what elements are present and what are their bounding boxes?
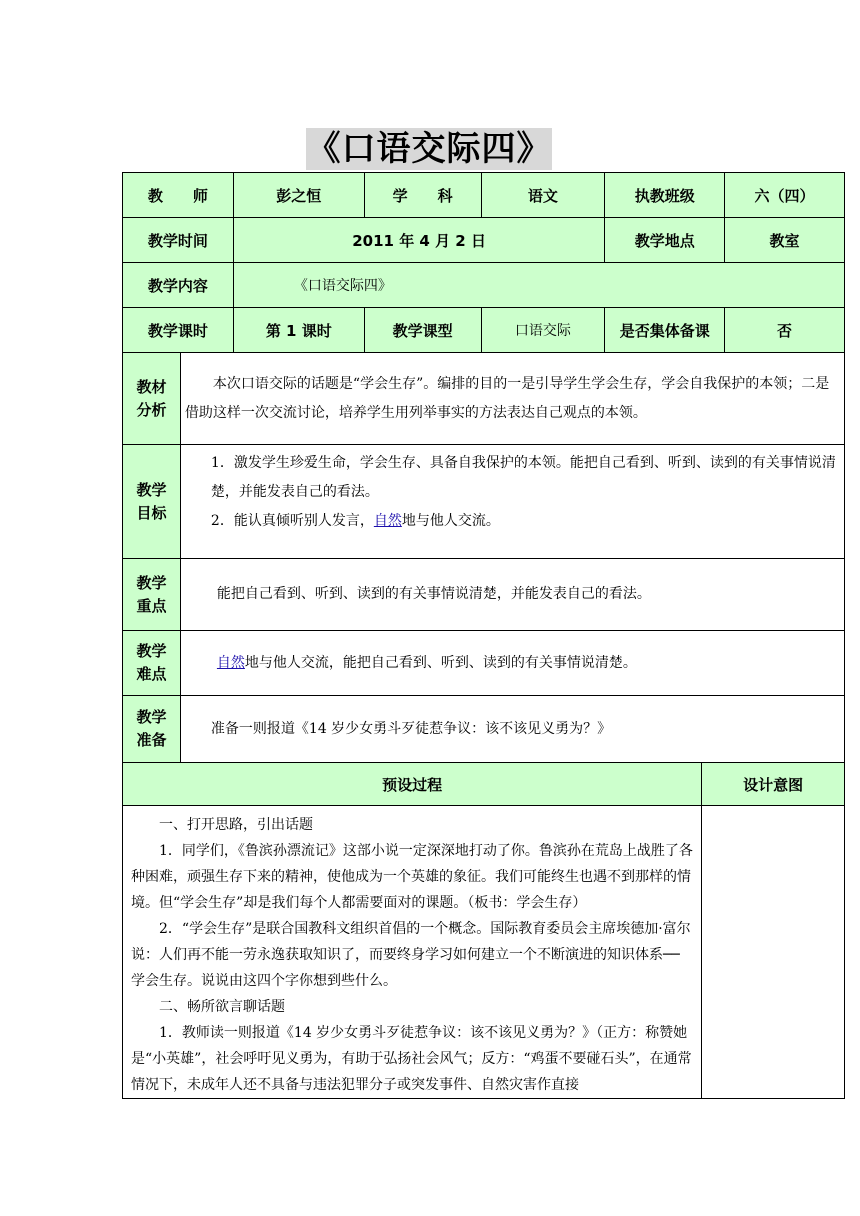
content-label: 教学内容 [123, 263, 234, 308]
key-label-line-1: 教学 [136, 573, 167, 592]
key-text: 能把自己看到、听到、读到的有关事情说清楚，并能发表自己的看法。 [180, 559, 844, 631]
analysis-label [123, 353, 181, 445]
goal-item-2-post: 地与他人交流。 [401, 513, 500, 529]
goal-item-1: 1．激发学生珍爱生命，学会生存、具备自我保护的本领。能把自己看到、听到、读到的有关事情说清楚，并能发表自己的看法。 [210, 455, 836, 500]
intent-column-header: 设计意图 [702, 763, 845, 806]
difficulty-text [180, 631, 844, 696]
class-value: 六（四） [725, 173, 845, 218]
process-heading-2: 二、畅所欲言聊话题 [159, 999, 285, 1015]
ziran-link[interactable]: 自然 [373, 513, 402, 529]
lesson-info-table [122, 172, 845, 353]
prep-text: 准备一则报道《14 岁少女勇斗歹徒惹争议：该不该见义勇为？》 [180, 696, 844, 763]
process-column-header: 预设过程 [123, 763, 702, 806]
goal-text [180, 445, 844, 559]
collective-value: 否 [725, 308, 845, 353]
process-paragraph-2: 2．“学会生存”是联合国教科文组织首倡的一个概念。国际教育委员会主席埃德加·富尔说：人们再不能一劳永逸获取知识了，而要终身学习如何建立一个不断演进的知识体系──学会生存。说说由这四个字你想到些什么。 [131, 921, 691, 989]
process-content [123, 806, 702, 1099]
teacher-label: 教 师 [123, 173, 234, 218]
time-value: 2011 年 4 月 2 日 [233, 218, 604, 263]
subject-label: 学 科 [364, 173, 481, 218]
ziran-link-2[interactable]: 自然 [216, 654, 245, 671]
time-label: 教学时间 [123, 218, 234, 263]
class-label: 执教班级 [605, 173, 725, 218]
goal-item-2 [211, 507, 840, 536]
place-label: 教学地点 [605, 218, 725, 263]
difficulty-text-post: 地与他人交流，能把自己看到、听到、读到的有关事情说清楚。 [244, 654, 637, 671]
difficulty-label-line-1: 教学 [136, 642, 167, 660]
goal-item-2-pre: 2．能认真倾听别人发言， [210, 513, 374, 529]
period-value: 第 1 课时 [233, 308, 364, 353]
teacher-value: 彭之恒 [233, 173, 364, 218]
analysis-text: 本次口语交际的话题是“学会生存”。编排的目的一是引导学生学会生存，学会自我保护的本领；二是借助这样一次交流讨论，培养学生用列举事实的方法表达自己观点的本领。 [180, 353, 844, 445]
lesson-details-table [122, 352, 845, 763]
type-label: 教学课型 [364, 308, 481, 353]
prep-label [123, 696, 181, 763]
process-paragraph-1: 1．同学们，《鲁滨孙漂流记》这部小说一定深深地打动了你。鲁滨孙在荒岛上战胜了各种困难，顽强生存下来的精神，使他成为一个英雄的象征。我们可能终生也遇不到那样的情境。但“学会生存”却是我们每个人都需要面对的课题。（板书：学会生存） [131, 843, 693, 911]
goal-label [123, 445, 181, 559]
collective-label: 是否集体备课 [605, 308, 725, 353]
analysis-label-line-2: 分析 [136, 400, 167, 419]
type-value: 口语交际 [481, 308, 605, 353]
process-heading-1: 一、打开思路，引出话题 [159, 817, 313, 833]
goal-label-line-2: 目标 [136, 503, 167, 522]
subject-value: 语文 [481, 173, 605, 218]
goal-label-line-1: 教学 [136, 480, 167, 499]
key-label-line-2: 重点 [136, 596, 167, 615]
process-table [122, 762, 845, 1099]
intent-content [702, 806, 845, 1099]
prep-label-line-1: 教学 [136, 708, 167, 726]
process-paragraph-3: 1．教师读一则报道《14 岁少女勇斗歹徒惹争议：该不该见义勇为？》（正方：称赞她是“小英雄”，社会呼吁见义勇为，有助于弘扬社会风气；反方：“鸡蛋不要碰石头”，在通常情况下，未成年人还不具备与违法犯罪分子或突发事件、自然灾害作直接 [131, 1025, 692, 1093]
analysis-label-line-1: 教材 [136, 377, 167, 396]
period-label: 教学课时 [123, 308, 234, 353]
prep-label-line-2: 准备 [136, 731, 167, 749]
difficulty-label [123, 631, 181, 696]
document-title: 《口语交际四》 [306, 129, 552, 169]
place-value: 教室 [725, 218, 845, 263]
content-value: 《口语交际四》 [233, 263, 844, 308]
difficulty-label-line-2: 难点 [136, 665, 167, 683]
key-label [123, 559, 181, 631]
